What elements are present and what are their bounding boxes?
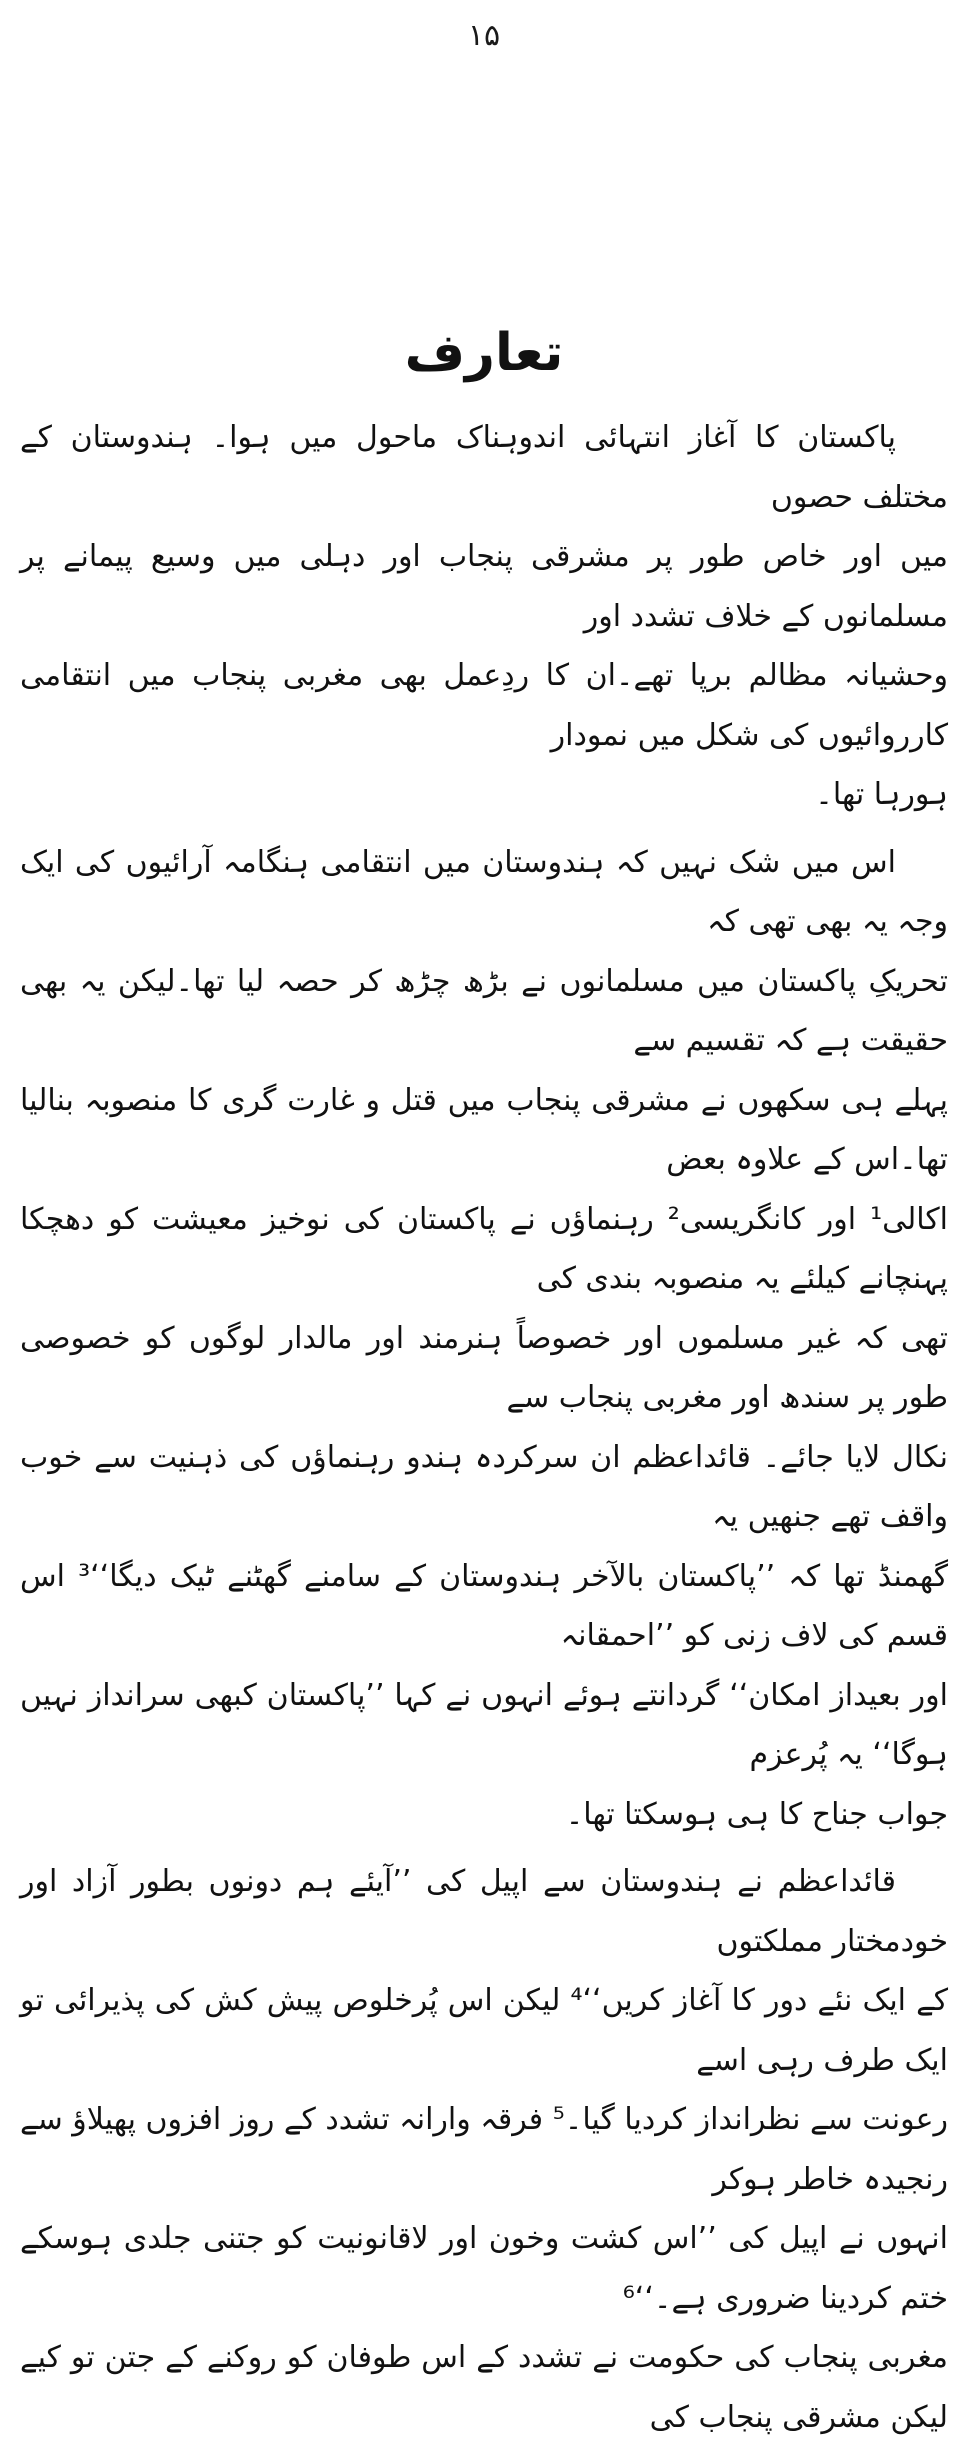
text-line: تحریکِ پاکستان میں مسلمانوں نے بڑھ چڑھ کر حصہ لیا تھا۔لیکن یہ بھی حقیقت ہے کہ تقسیم سے (20, 963, 948, 1058)
text-line: جواب جناح کا ہی ہوسکتا تھا۔ (565, 1796, 948, 1832)
paragraph (20, 408, 948, 825)
text-line: اکالی¹ اور کانگریسی² رہنماؤں نے پاکستان کی نوخیز معیشت کو دھچکا پہنچانے کیلئے یہ منصوبہ بندی کی (20, 1201, 948, 1296)
page-number: ۱۵ (467, 18, 501, 53)
paragraph (20, 1852, 948, 2447)
text-line: پہلے ہی سکھوں نے مشرقی پنجاب میں قتل و غارت گری کا منصوبہ بنالیا تھا۔اس کے علاوہ بعض (20, 1082, 948, 1177)
text-line: رعونت سے نظرانداز کردیا گیا۔⁵ فرقہ وارانہ تشدد کے روز افزوں پھیلاؤ سے رنجیدہ خاطر ہوکر (20, 2102, 948, 2197)
text-line: انہوں نے اپیل کی ’’اس کشت وخون اور لاقانونیت کو جتنی جلدی ہوسکے ختم کردینا ضروری ہے۔‘‘⁶ (20, 2221, 948, 2316)
text-line: قائداعظم نے ہندوستان سے اپیل کی ’’آیئے ہم دونوں بطور آزاد اور خودمختار مملکتوں (20, 1864, 948, 1959)
text-line: تھی کہ غیر مسلموں اور خصوصاً ہنرمند اور مالدار لوگوں کو خصوصی طور پر سندھ اور مغربی پنجاب سے (20, 1320, 948, 1415)
text-line: وحشیانہ مظالم برپا تھے۔ان کا ردِعمل بھی مغربی پنجاب میں انتقامی کارروائیوں کی شکل میں نمودار (20, 658, 948, 753)
text-line: ہورہا تھا۔ (815, 777, 948, 812)
text-line: پاکستان کا آغاز انتہائی اندوہناک ماحول میں ہوا۔ ہندوستان کے مختلف حصوں (20, 420, 948, 515)
body-text (20, 408, 948, 2455)
paragraph (20, 833, 948, 1845)
chapter-title: تعارف (404, 323, 564, 383)
text-line: گھمنڈ تھا کہ ’’پاکستان بالآخر ہندوستان کے سامنے گھٹنے ٹیک دیگا‘‘³ اس قسم کی لاف زنی کو ’’احمقانہ (20, 1558, 948, 1653)
text-line: نکال لایا جائے۔ قائداعظم ان سرکردہ ہندو رہنماؤں کی ذہنیت سے خوب واقف تھے جنھیں یہ (20, 1439, 948, 1534)
text-line: کے ایک نئے دور کا آغاز کریں‘‘⁴ لیکن اس پُرخلوص پیش کش کی پذیرائی تو ایک طرف رہی اسے (20, 1983, 948, 2078)
text-line: اس میں شک نہیں کہ ہندوستان میں انتقامی ہنگامہ آرائیوں کی ایک وجہ یہ بھی تھی کہ (20, 844, 948, 939)
text-line: اور بعیداز امکان‘‘ گردانتے ہوئے انہوں نے کہا ’’پاکستان کبھی سرانداز نہیں ہوگا‘‘ یہ پُرعزم (20, 1677, 948, 1772)
text-line: میں اور خاص طور پر مشرقی پنجاب اور دہلی میں وسیع پیمانے پر مسلمانوں کے خلاف تشدد اور (20, 539, 948, 634)
text-line: مغربی پنجاب کی حکومت نے تشدد کے اس طوفان کو روکنے کے جتن تو کیے لیکن مشرقی پنجاب کی (20, 2340, 948, 2435)
